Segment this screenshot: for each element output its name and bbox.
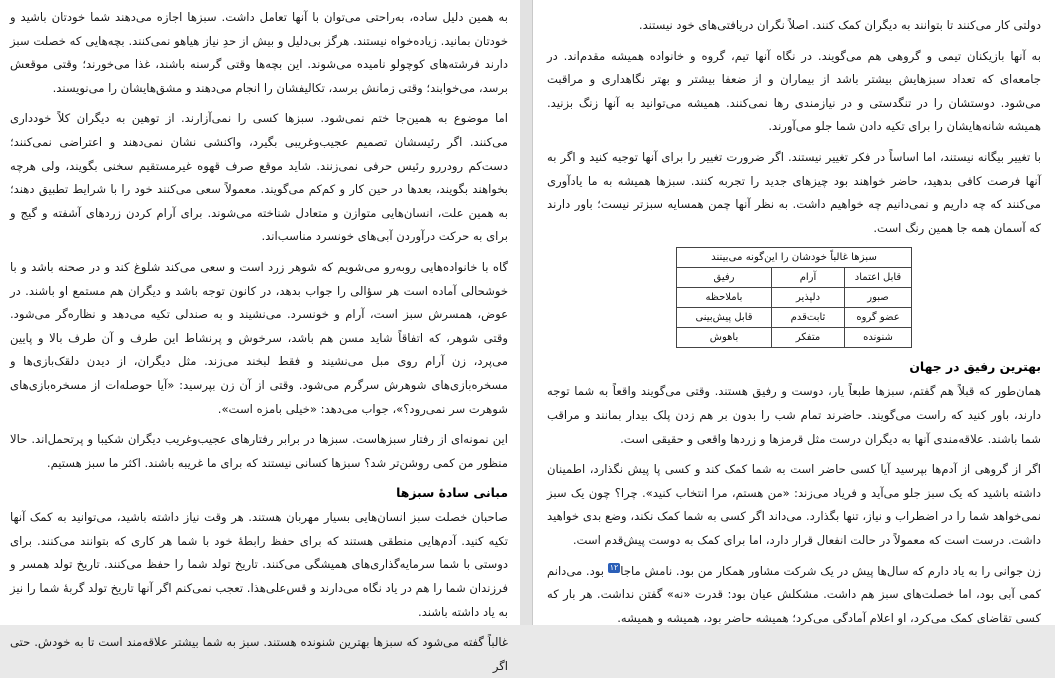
traits-table xyxy=(676,247,912,348)
paragraph: غالباً گفته می‌شود که سبزها بهترین شنونده هستند. سبز به شما بیشتر علاقه‌مند است تا به خودش. حتی اگر xyxy=(10,635,508,673)
table-cell: قابل پیش‌بینی xyxy=(677,308,772,328)
table-row xyxy=(677,308,912,328)
paragraph: گاه با خانواده‌هایی روبه‌رو می‌شویم که شوهر زرد است و سعی می‌کند شلوغ کند و در صحنه باشد و با خوشحالی آماده است هر سؤالی را جواب بدهد، در کانون توجه باشد و دیگران هم مستمع او باشند. در عوض، همسرش سبز است، آرام و خونسرد. می‌نشیند و به صندلی تکیه می‌دهد و نظاره‌گر می‌شود. وقتی شوهر، که اتفاقاً شاید مسن هم باشد، سرخوش و پرنشاط این طرف و آن طرف بالا و پایین می‌پرد، زن آرام روی مبل می‌نشیند و فقط لبخند می‌زند. مثل دیگران، از دیدن دلقک‌بازی‌ها و مسخره‌بازی‌های شوهرش سرگرم می‌شود. وقتی از آن زن بپرسید: «آیا حوصله‌ات از مسخره‌بازی‌های شوهرت سر نمی‌رود؟»، جواب می‌دهد: «خیلی بامزه است». xyxy=(10,259,508,416)
table-cell: عضو گروه xyxy=(845,308,912,328)
table-title-row xyxy=(677,248,912,268)
footnote-badge[interactable]: ۱۲ xyxy=(609,562,619,572)
table-cell: صبور xyxy=(845,288,912,308)
traits-table-wrapper xyxy=(547,247,1041,348)
right-page xyxy=(532,0,1055,625)
book-gutter xyxy=(520,0,532,625)
paragraph: صاحبان خصلت سبز انسان‌هایی بسیار مهربان هستند. هر وقت نیاز داشته باشید، می‌توانید به کمک آنها تکیه کنید. آدم‌هایی منطقی هستند که برای حفظ رابطهٔ خود با شما هر کاری که بتوانند می‌کنند. برای دوستی با شما سرمایه‌گذاری‌های همیشگی می‌کنند. تاریخ تولد شما را حفظ می‌کنند. تاریخ تولد همسر و فرزندان شما را هم در یاد نگاه می‌دارند و قس‌علی‌هذا. تعجب نمی‌کنم اگر آنها تاریخ تولد گربهٔ شما را نیز به یاد داشته باشند. xyxy=(10,510,508,619)
table-row xyxy=(677,288,912,308)
paragraph: اگر از گروهی از آدم‌ها بپرسید آیا کسی حاضر است به شما کمک کند و کسی پا پیش نگذارد، اطمینان داشته باشید که یک سبز جلو می‌آید و فریاد می‌زند: «من هستم، مرا انتخاب کنید». چرا؟ چون یک سبز نمی‌خواهد شما را در اضطراب و نیاز، تنها بگذارد. می‌داند اگر کسی به شما کمک نکند، وضع بدی خواهید داشت. درست است که معمولاً در حالت انفعال قرار دارد، اما برای کمک به دوست پیش‌قدم است. xyxy=(547,462,1041,547)
table-cell: قابل اعتماد xyxy=(845,268,912,288)
left-page xyxy=(0,0,520,673)
paragraph: به همین دلیل ساده، به‌راحتی می‌توان با آنها تعامل داشت. سبزها اجازه می‌دهند شما خودتان باشید و خودتان بمانید. زیاده‌خواه نیستند. هرگز بی‌دلیل و بیش از حدِ نیاز هیاهو نمی‌کنند. بچه‌هایی که خصلت سبز دارند فرشته‌های کوچولو نامیده می‌شوند. این بچه‌ها وقتی گرسنه باشند، غذا می‌خورند؛ وقتی موقعش برسد، می‌خوابند؛ وقتی زمانش برسد، تکالیفشان را انجام می‌دهند و مشق‌هایشان را می‌نویسند. xyxy=(10,10,508,95)
table-cell: ثابت‌قدم xyxy=(772,308,845,328)
section-heading: بهترین رفیق در جهان xyxy=(909,359,1041,375)
paragraph: اما موضوع به همین‌جا ختم نمی‌شود. سبزها کسی را نمی‌آزارند. از توهین به دیگران کلاً خودداری می‌کنند. اگر رئیسشان تصمیم عجیب‌وغریبی بگیرد، واکنشی نشان نمی‌دهند و اعتراضی نمی‌کنند؛ دست‌کم رودررو رئیس حرفی نمی‌زنند. شاید موقع صرف قهوه غیرمستقیم سخنی بگویند، ولی هرچه بخواهند بگویند، بعدها در حین کار و کم‌کم می‌گویند. معمولاً سعی می‌کنند خود را با شرایط تطبیق دهند؛ به همین علت، انسان‌هایی متوازن و متعادل شناخته می‌شوند. برای آرام کردن زردهای آشفته و گیج و برای به حرکت درآوردن آبی‌های خونسرد مناسب‌اند. xyxy=(10,111,508,244)
paragraph-text: زن جوانی را به یاد دارم که سال‌ها پیش در یک شرکت مشاور همکار من بود. نامش ماجا xyxy=(620,563,1041,578)
paragraph: همان‌طور که قبلاً هم گفتم، سبزها طبعاً یار، دوست و رفیق هستند. وقتی می‌گویند واقعاً به شما توجه دارند، باور کنید که راست می‌گویند. حاضرند تمام شب را بدون بر هم زدن پلک بیدار بمانند و مراقب شما باشند. علاقه‌مندی آنها به دیگران درست مثل قرمزها و زردها واقعی و حقیقی است. xyxy=(547,384,1041,446)
paragraph: دولتی کار می‌کنند تا بتوانند به دیگران کمک کنند. اصلاً نگران دریافتی‌های خود نیستند. xyxy=(638,18,1041,32)
table-cell: شنونده xyxy=(845,328,912,348)
table-cell: آرام xyxy=(772,268,845,288)
table-row xyxy=(677,328,912,348)
table-row xyxy=(677,268,912,288)
table-cell: متفکر xyxy=(772,328,845,348)
table-cell: باهوش xyxy=(677,328,772,348)
table-title: سبزها غالباً خودشان را این‌گونه می‌بینند xyxy=(677,248,912,268)
section-heading: مبانی سادهٔ سبزها xyxy=(396,485,508,501)
paragraph-text: بود. می‌دانم کمی آبی بود، اما خصلت‌های سبز هم داشت. مشکلش عیان بود: قدرت «نه» گفتن نداشت. هر بار که کسی تقاضای کمک می‌کرد، او اعلام آمادگی می‌کرد؛ همیشه حاضر بود، همیشه و همیشه. xyxy=(547,563,1041,625)
table-cell: دلپذیر xyxy=(772,288,845,308)
paragraph: با تغییر بیگانه نیستند، اما اساساً در فکر تغییر نیستند. اگر ضرورت تغییر را برای آنها توجیه کنید و اگر به آنها فرصت کافی بدهید، حاضر خواهند بود چیزهای جدید را تجربه کنند. سبزها همیشه به ما یادآوری می‌کنند که چه داریم و نمی‌دانیم چه خواهیم داشت. به نظر آنها چمن همسایه سبزتر نیست؛ باور دارند که آسمان همه جا همین رنگ است. xyxy=(547,149,1041,235)
table-cell: باملاحظه xyxy=(677,288,772,308)
paragraph: به آنها بازیکنان تیمی و گروهی هم می‌گویند. در نگاه آنها تیم، گروه و خانواده همیشه مقدم‌اند. در جامعه‌ای که تعداد سبزهایش بیشتر باشد از بیماران و از ضعفا بیشتر و بهتر نگاهداری و مراقبت می‌شود. دوستشان را در تنگدستی و در نیازمندی رها نمی‌کنند. همیشه می‌توانید به آنها زنگ بزنید. همیشه شانه‌هایشان را برای تکیه دادن شما جلو می‌آورند. xyxy=(547,48,1041,134)
paragraph: این نمونه‌ای از رفتار سبزهاست. سبزها در برابر رفتارهای عجیب‌وغریب دیگران شکیبا و پرتحمل‌اند. حالا منظور من کمی روشن‌تر شد؟ سبزها کسانی نیستند که برای ما غریبه باشند. اکثر ما سبز هستیم. xyxy=(10,432,508,470)
table-cell: رفیق xyxy=(677,268,772,288)
paragraph xyxy=(547,560,1041,631)
